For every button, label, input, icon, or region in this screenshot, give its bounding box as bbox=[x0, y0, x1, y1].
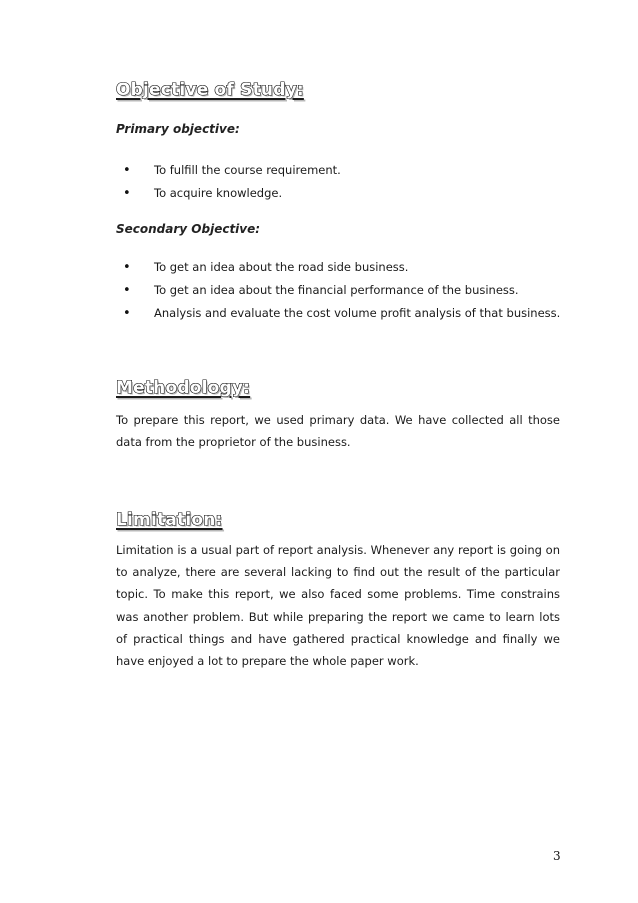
list-item-text: To acquire knowledge. bbox=[154, 186, 283, 200]
bullet-icon: • bbox=[123, 163, 131, 178]
bullet-icon: • bbox=[123, 306, 131, 321]
limitation-heading: Limitation: bbox=[116, 510, 223, 530]
list-item-text: To get an idea about the road side business. bbox=[154, 260, 409, 274]
list-item-text: To get an idea about the financial performance of the business. bbox=[154, 283, 519, 297]
bullet-icon: • bbox=[123, 186, 131, 201]
bullet-icon: • bbox=[123, 283, 131, 298]
secondary-objective-label: Secondary Objective: bbox=[116, 222, 261, 236]
list-item-text: To fulfill the course requirement. bbox=[154, 163, 341, 177]
bullet-icon: • bbox=[123, 260, 131, 275]
list-item-text: Analysis and evaluate the cost volume profit analysis of that business. bbox=[154, 306, 561, 320]
page-number: 3 bbox=[553, 849, 561, 863]
methodology-paragraph: To prepare this report, we used primary data. We have collected all those data from the proprietor of the business. bbox=[116, 413, 560, 450]
limitation-paragraph: Limitation is a usual part of report analysis. Whenever any report is going on to analyze, there are several lacking to find out the result of the particular topic. To make this report, we also faced some problems. Time constrains was another problem. But while preparing the report we came to learn lots of practical things and have gathered practical knowledge and finally we have enjoyed a lot to prepare the whole paper work. bbox=[116, 543, 560, 669]
primary-objective-label: Primary objective: bbox=[116, 122, 240, 136]
objective-heading: Objective of Study: bbox=[116, 80, 304, 100]
methodology-heading: Methodology: bbox=[116, 378, 251, 398]
